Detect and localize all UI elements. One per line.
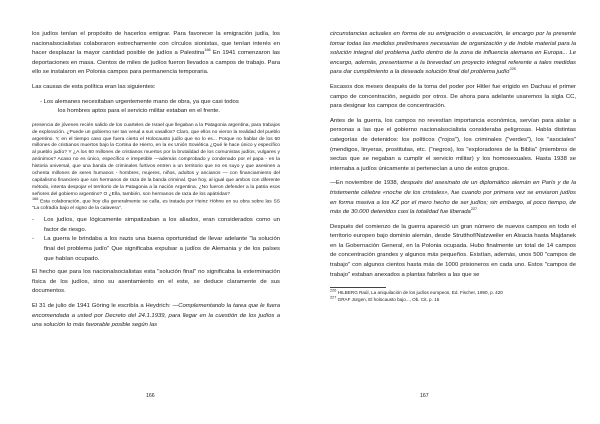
right-para-1938: —En noviembre de 1938, después del asesinato de un diplomático alemán en París y de la tristemente célebre «noche de los cristales», fue cuando por primera vez se enviaron judíos en forma masiva a los KZ por el mero hecho de ser judíos; sin embargo, al poco tiempo, de más de 30.000 detenidos casi la totalidad fue liberada$^{227}$ [330,180,576,216]
left-para-causes: Las causas de esta política eran las siguientes: [32,83,156,90]
left-bullet-war: - La guerra le brindaba a los nazis una buena oportunidad de llevar adelante "la solución final del problema judío" Que significaba expulsar a judíos de Alemania y de los países que habían ocupado. [32,236,280,262]
left-para-goring: El 31 de julio de 1941 Göring le escribía a Heydrich: —Complementando la tarea que le fuera encomendada a usted por Decreto del 24.1.1939, para llegar en la cuestión de los judíos a una solución lo más favorable posible según las [32,302,280,329]
footnote-divider [330,287,386,288]
right-para-categories: Antes de la guerra, los campos no revestían importancia económica, servían para aislar a personas a las que el gobierno nacionalsocialista consideraba peligrosas. Había distintas categorías de detenidos: los políticos ("rojos"), los criminales ("verdes"), los "asociales" (mendigos, linyeras, prostitutas, etc. ("negros), los "exploradores de la Biblia" (miembros de sectas que se negaban a cumplir el servicio militar) y los homosexuales. Hasta 1938 se internaba a judíos únicamente si pertenecían a uno de estos grupos. [330,117,576,172]
left-para-final-solution: El hecho que para los nacionalsocialistas esta "solución final" no significaba la exterminación física de los judíos, sino su asentamiento en el este, se deduce claramente de sus documentos. [32,269,280,295]
left-para-emigration: los judíos tenían el propósito de hacerlos emigrar. Para favorecer la emigración judía, los nacionalsocialistas colaboraron estrechamente con círculos sionistas, que tenían interés en hacer desplazar la mayor cantidad posible de judíos a Palestina$^{166}$ En 1941 comenzaron las deportaciones en masa. Cientos de miles de judíos fueron llevados a campos de trabajo. Para ello se instalaron en Polonia campos para permanencia temporaria. [32,31,280,76]
right-para-quote: circunstancias actuales en forma de su emigración o evacuación, le encargo por la presente tomar todas las medidas preliminares necesarias de organización y de índole material para la solución integral del problema judío dentro de la zona de influencia alemana en Europa... Le encargo, además, presentarme a la brevedad un proyecto integral referente a tales medidas para dar cumplimiento a la deseada solución final del problema judío$^{226}$ [330,31,576,76]
left-page-number: 166 [146,393,155,399]
right-page [300,0,600,424]
footnote-ref: 166 [204,48,211,53]
left-bullet-risk: - Los judíos, que lógicamente simpatizaban a los aliados, eran considerados como un factor de riesgo. [32,217,280,233]
footnote-ref: 166 [32,196,39,201]
left-bullet-labor-a: - Los alemanes necesitaban urgentemente mano de obra, ya que casi todos [40,98,239,105]
right-para-dachau: Escasos dos meses después de la toma del poder por Hitler fue erigido en Dachau el primer campo de concentración, seguido por otros. De ahora para adelante usaremos la sigla CC, para designar los campos de concentración. [330,83,576,110]
left-note-block: presencia de jóvenes recién salido de los cuarteles de Israel que llegaban a la Patagonia argentina, para trabajos de exploración. ¿Puede un gobierno ser tan venal a sus vasallos? Claro, que ellos no vieron la realidad del pueblo argentino. Y, en el tiempo caso que fuera cierto el Holocausto judío que no lo es... Porque no hablar de los 60 millones de cristianos muertos bajo la Cortina de Hierro, en la ex Unión Soviética ¿Qué le hace único y específico al pueblo judío? Y ¿A los 60 millones de cristianos muertos por la brutalidad de los comunistas judíos, vulgares y anónimos? Acaso no es único, específico e irrepetible —además comprobado y condenado por el papa - en la historia universal, que una banda de criminales furtivos entren a un territorio que no es suyo y que asesinen a ochenta millones de seres humanos - hombres, mujeres, niños, adultos y ancianos — con financiamiento del capitalismo financiero que son hermanos de raza de la banda criminal. Que hoy, al igual que ambos con diferente método, intenta despojar el territorio de la Patagonia a la nación Argentina. ¿No fueron defender a la patria esos señores del gobierno argentino? O ¿Ella, también, son hermanos de raza de los apátridas? $^{166}$ Esta colaboración, que hoy día generalmente se calla, es tratada por Heinz Höhne en su obra sobre las SS "La cofradía bajo el signo de la calavera". [32,122,280,212]
left-bullet-labor-b: los hombres aptos para el servicio militar estaban en el frente. [58,108,221,115]
right-para-camps: Después del comienzo de la guerra apareció un gran número de nuevos campos en todo el territorio europeo bajo dominio alemán, desde Strutthof/Natzweiler en Alsacia hasta Majdanek en la Gobernación General, en la Polonia ocupada. Hubo finalmente un total de 14 campos de concentración grandes y algunos más pequeños. Existían, además, unos 500 "campos de trabajo" con algunos cientos hasta más de 1000 prisioneros en cada uno. Estos "campos de trabajo" estaban anexados a plantas fabriles a las que se [330,223,576,278]
footnote-227: $^{227}$ GRAF Jürgen, El holocausto bajo..., Ob. Cit. p. 15 [330,295,440,302]
right-page-number: 167 [420,393,429,399]
footnote-ref: 227 [470,207,478,212]
footnote-226: $^{226}$ HILBERG Raúl, La aniquilación de los judíos europeos, Ed. Fischer, 1990, p. 420 [330,288,503,296]
footnote-ref: 226 [509,67,516,72]
